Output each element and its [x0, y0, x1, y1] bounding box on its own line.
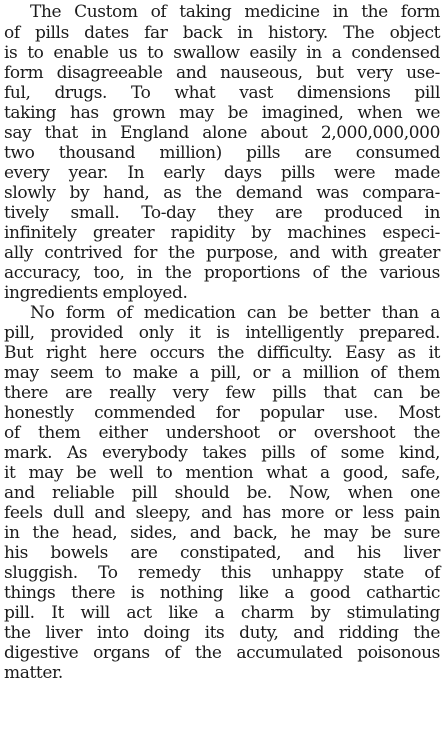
- text-line: may seem to make a pill, or a million of them: [4, 363, 440, 383]
- text-line: and reliable pill should be. Now, when one: [4, 483, 440, 503]
- text-line: slowly by hand, as the demand was compara-: [4, 183, 440, 203]
- text-line: in the head, sides, and back, he may be sure: [4, 523, 440, 543]
- text-line: the liver into doing its duty, and ridding the: [4, 623, 440, 643]
- text-line: it may be well to mention what a good, safe,: [4, 463, 440, 483]
- text-line: matter.: [4, 663, 63, 683]
- text-line: there are really very few pills that can be: [4, 383, 440, 403]
- text-line: taking has grown may be imagined, when we: [4, 103, 440, 123]
- text-line: ally contrived for the purpose, and with greater: [4, 243, 440, 263]
- text-line: infinitely greater rapidity by machines especi-: [4, 223, 440, 243]
- text-line: every year. In early days pills were made: [4, 163, 440, 183]
- text-line: sluggish. To remedy this unhappy state of: [4, 563, 440, 583]
- text-line: ingredients employed.: [4, 283, 188, 303]
- text-line: pill. It will act like a charm by stimulating: [4, 603, 440, 623]
- text-line: No form of medication can be better than a: [30, 303, 440, 323]
- text-line: pill, provided only it is intelligently prepared.: [4, 323, 440, 343]
- text-line: form disagreeable and nauseous, but very use-: [4, 63, 440, 83]
- text-line: But right here occurs the difficulty. Easy as it: [4, 343, 440, 363]
- text-line: accuracy, too, in the proportions of the various: [4, 263, 440, 283]
- text-line: feels dull and sleepy, and has more or less pain: [4, 503, 440, 523]
- text-line: say that in England alone about 2,000,000,000: [4, 123, 440, 143]
- text-line: his bowels are constipated, and his liver: [4, 543, 440, 563]
- text-line: is to enable us to swallow easily in a condensed: [4, 43, 440, 63]
- text-line: of pills dates far back in history. The object: [4, 23, 440, 43]
- text-line: digestive organs of the accumulated poisonous: [4, 643, 440, 663]
- text-line: things there is nothing like a good cathartic: [4, 583, 440, 603]
- text-line: honestly commended for popular use. Most: [4, 403, 440, 423]
- text-line: of them either undershoot or overshoot the: [4, 423, 440, 443]
- text-line: two thousand million) pills are consumed: [4, 143, 440, 163]
- text-line: mark. As everybody takes pills of some kind,: [4, 443, 440, 463]
- text-line: ful, drugs. To what vast dimensions pill: [4, 83, 440, 103]
- text-line: tively small. To-day they are produced in: [4, 203, 440, 223]
- text-line: The Custom of taking medicine in the form: [30, 2, 440, 22]
